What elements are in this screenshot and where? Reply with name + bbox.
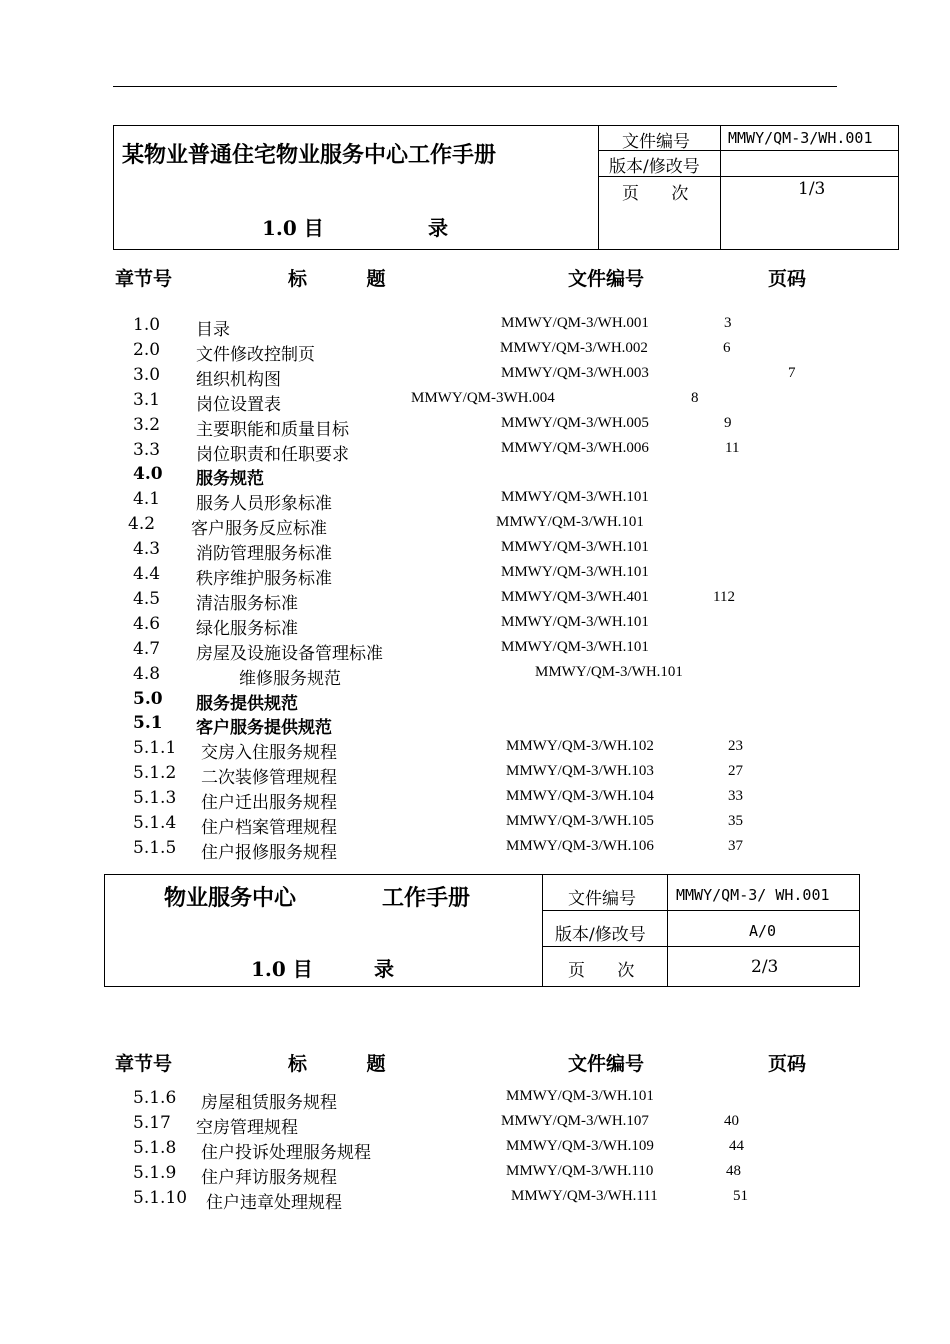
page-value: 1/3 xyxy=(798,179,826,199)
toc-title: 文件修改控制页 xyxy=(196,344,315,365)
toc-page: 3 xyxy=(724,315,732,331)
toc-page: 6 xyxy=(723,339,731,356)
toc-title: 住户拜访服务规程 xyxy=(201,1167,337,1188)
toc-number: 4.8 xyxy=(133,663,161,684)
header2-doc-no-label: 文件编号 xyxy=(568,889,636,909)
toc-doc-code: MMWY/QM-3/WH.401 xyxy=(501,588,649,605)
toc-page: 11 xyxy=(725,439,740,456)
toc-title: 空房管理规程 xyxy=(196,1117,298,1138)
toc-number: 5.1.10 xyxy=(133,1187,188,1208)
toc-page: 35 xyxy=(728,813,743,829)
toc-page: 33 xyxy=(728,788,743,805)
header2-section-number: 1.0 目 xyxy=(251,957,313,981)
toc-number: 3.0 xyxy=(133,364,161,385)
top-rule xyxy=(113,86,837,87)
toc-number: 3.2 xyxy=(133,414,161,435)
toc-doc-code: MMWY/QM-3/WH.106 xyxy=(506,837,654,854)
toc-page: 23 xyxy=(728,738,743,755)
doc-no-value: MMWY/QM-3/WH.001 xyxy=(728,129,873,147)
toc-doc-code: MMWY/QM-3/WH.101 xyxy=(501,638,649,655)
toc-page: 9 xyxy=(724,414,732,431)
header2-version-value: A/0 xyxy=(749,922,777,940)
toc-number: 5.1.1 xyxy=(133,738,177,759)
toc-number: 5.1.6 xyxy=(133,1088,177,1108)
toc-number: 4.7 xyxy=(133,638,161,659)
col2-chapter: 章节号 xyxy=(115,1053,173,1075)
toc-doc-code: MMWY/QM-3/WH.005 xyxy=(501,414,649,431)
toc-title: 住户违章处理规程 xyxy=(206,1192,342,1213)
toc-doc-code: MMWY/QM-3/WH.101 xyxy=(501,539,649,556)
toc-doc-code: MMWY/QM-3/WH.003 xyxy=(501,364,649,381)
toc-title: 二次装修管理规程 xyxy=(201,768,337,789)
toc-title: 住户投诉处理服务规程 xyxy=(201,1142,371,1163)
toc-doc-code: MMWY/QM-3/WH.111 xyxy=(511,1187,658,1204)
toc-page: 37 xyxy=(728,837,743,854)
toc-title: 房屋及设施设备管理标准 xyxy=(196,643,383,664)
section-number: 1.0 目 xyxy=(262,216,324,240)
toc-number: 5.1.4 xyxy=(133,813,177,833)
toc-number: 5.17 xyxy=(133,1112,171,1133)
toc-title: 服务提供规范 xyxy=(196,693,298,714)
doc-no-label: 文件编号 xyxy=(622,132,690,152)
toc-doc-code: MMWY/QM-3/WH.101 xyxy=(496,514,644,531)
toc-number: 5.1.5 xyxy=(133,837,177,858)
toc-number: 3.1 xyxy=(133,389,161,410)
toc-title: 服务人员形象标准 xyxy=(196,494,332,515)
toc-title: 秩序维护服务标准 xyxy=(196,569,332,589)
section-title: 录 xyxy=(428,216,448,240)
toc-title: 主要职能和质量目标 xyxy=(196,419,349,440)
col2-page: 页码 xyxy=(768,1053,807,1075)
toc-doc-code: MMWY/QM-3/WH.101 xyxy=(501,564,649,580)
toc-number: 4.5 xyxy=(133,588,161,609)
col-chapter: 章节号 xyxy=(115,268,173,290)
toc-doc-code: MMWY/QM-3/WH.001 xyxy=(501,315,649,331)
toc-number: 4.6 xyxy=(133,613,161,634)
header2-title-a: 物业服务中心 xyxy=(164,885,297,911)
toc-page: 51 xyxy=(733,1187,748,1204)
toc-title: 交房入住服务规程 xyxy=(201,743,337,764)
toc-number: 5.1.9 xyxy=(133,1162,177,1183)
toc-doc-code: MMWY/QM-3WH.004 xyxy=(411,389,555,406)
toc-title: 组织机构图 xyxy=(196,369,281,390)
toc-number: 5.1.8 xyxy=(133,1137,177,1158)
toc-doc-code: MMWY/QM-3/WH.101 xyxy=(535,663,683,680)
toc-number: 4.0 xyxy=(133,464,163,485)
col2-title: 标 题 xyxy=(288,1053,386,1075)
toc-doc-code: MMWY/QM-3/WH.101 xyxy=(506,1088,654,1104)
toc-title: 维修服务规范 xyxy=(239,668,341,689)
toc-doc-code: MMWY/QM-3/WH.110 xyxy=(506,1162,654,1179)
toc-number: 3.3 xyxy=(133,439,161,460)
toc-title: 住户档案管理规程 xyxy=(201,818,337,838)
toc-title: 服务规范 xyxy=(196,469,264,490)
toc-page: 44 xyxy=(729,1137,744,1154)
toc-number: 4.1 xyxy=(133,489,161,510)
toc-number: 5.1 xyxy=(133,713,163,734)
toc-number: 4.3 xyxy=(133,539,161,560)
toc-title: 住户报修服务规程 xyxy=(201,842,337,863)
toc-doc-code: MMWY/QM-3/WH.101 xyxy=(501,489,649,506)
header2-page-label: 页 次 xyxy=(568,961,635,981)
toc-doc-code: MMWY/QM-3/WH.006 xyxy=(501,439,649,456)
toc-page: 27 xyxy=(728,763,743,780)
toc-title: 岗位设置表 xyxy=(196,394,281,415)
toc-doc-code: MMWY/QM-3/WH.109 xyxy=(506,1137,654,1154)
toc-doc-code: MMWY/QM-3/WH.102 xyxy=(506,738,654,755)
col-page: 页码 xyxy=(768,268,807,290)
toc-page: 48 xyxy=(726,1162,741,1179)
toc-doc-code: MMWY/QM-3/WH.105 xyxy=(506,813,654,829)
toc-doc-code: MMWY/QM-3/WH.103 xyxy=(506,763,654,780)
toc-number: 4.4 xyxy=(133,564,161,584)
toc-number: 2.0 xyxy=(133,339,161,360)
toc-title: 消防管理服务标准 xyxy=(196,544,332,565)
toc-title: 客户服务反应标准 xyxy=(191,519,327,540)
header2-section-title: 录 xyxy=(374,957,394,981)
toc-number: 1.0 xyxy=(133,315,161,335)
col-title: 标 题 xyxy=(288,268,386,290)
page-label: 页 次 xyxy=(622,184,689,204)
toc-number: 5.1.2 xyxy=(133,763,177,784)
toc-title: 目录 xyxy=(196,320,230,340)
toc-doc-code: MMWY/QM-3/WH.101 xyxy=(501,613,649,630)
toc-title: 清洁服务标准 xyxy=(196,593,298,614)
toc-number: 5.0 xyxy=(133,688,163,709)
header2-title-b: 工作手册 xyxy=(382,885,471,911)
version-label: 版本/修改号 xyxy=(609,157,700,177)
col-doc-no: 文件编号 xyxy=(568,268,645,290)
header2-page-value: 2/3 xyxy=(751,957,779,977)
toc-page: 7 xyxy=(788,364,796,381)
toc-page: 8 xyxy=(691,389,699,406)
toc-doc-code: MMWY/QM-3/WH.107 xyxy=(501,1112,649,1129)
header2-doc-no-value: MMWY/QM-3/ WH.001 xyxy=(676,886,830,904)
toc-title: 房屋租赁服务规程 xyxy=(201,1093,337,1113)
toc-page: 40 xyxy=(724,1112,739,1129)
document-title: 某物业普通住宅物业服务中心工作手册 xyxy=(122,142,497,168)
col2-doc-no: 文件编号 xyxy=(568,1053,645,1075)
toc-doc-code: MMWY/QM-3/WH.104 xyxy=(506,788,654,805)
toc-page: 112 xyxy=(713,588,735,605)
toc-title: 住户迁出服务规程 xyxy=(201,793,337,814)
toc-number: 5.1.3 xyxy=(133,788,177,809)
toc-title: 客户服务提供规范 xyxy=(196,718,332,739)
toc-number: 4.2 xyxy=(128,514,156,535)
toc-title: 岗位职责和任职要求 xyxy=(196,444,349,465)
toc-doc-code: MMWY/QM-3/WH.002 xyxy=(500,339,648,356)
header2-version-label: 版本/修改号 xyxy=(555,925,646,945)
toc-title: 绿化服务标准 xyxy=(196,618,298,639)
